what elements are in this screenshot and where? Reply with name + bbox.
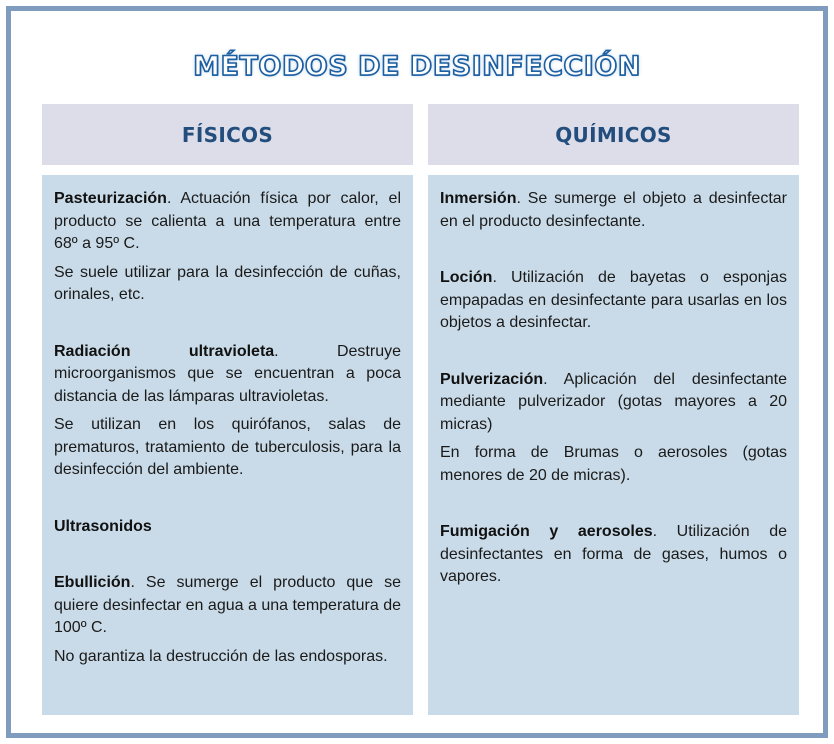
- item-note: Se utilizan en los quirófanos, salas de prematuros, tratamiento de tuberculosis, para la desinfección del ambiente.: [54, 416, 401, 478]
- item-locion: [440, 267, 787, 335]
- item-term: Ultrasonidos: [54, 517, 152, 535]
- item-description: . Se sumerge el objeto a desinfectar en el producto desinfectante.: [440, 190, 787, 230]
- item-inmersion: [440, 188, 787, 233]
- item-radiacion-ultravioleta: [54, 341, 401, 409]
- item-pulverizacion: [440, 369, 787, 437]
- page-title: MÉTODOS DE DESINFECCIÓN: [193, 51, 641, 82]
- diagram-frame: [6, 6, 828, 738]
- item-description: . Utilización de desinfectantes en forma de gases, humos o vapores.: [440, 523, 788, 585]
- item-term: Loción: [440, 269, 493, 286]
- item-fumigacion-aerosoles: [440, 521, 787, 589]
- item-description: . Aplicación del desinfectante mediante pulverizador (gotas mayores a 20 micras): [440, 370, 787, 433]
- item-pasteurizacion: [54, 188, 401, 256]
- item-note: En forma de Brumas o aerosoles (gotas menores de 20 de micras).: [440, 444, 787, 484]
- item-term: Radiación ultravioleta: [54, 342, 275, 360]
- item-description: . Utilización de bayetas o esponjas empapadas en desinfectante para usarlas en los objetos a desinfectar.: [440, 269, 787, 331]
- item-term: Pasteurización: [54, 190, 167, 207]
- item-ebullicion: [54, 572, 401, 640]
- item-term: Fumigación y aerosoles: [440, 523, 653, 540]
- item-description: . Actuación física por calor, el producto se calienta a una temperatura entre 68º a 95º C.: [54, 190, 401, 252]
- item-note: Se suele utilizar para la desinfección de cuñas, orinales, etc.: [54, 263, 401, 303]
- panel-quimicos: [428, 175, 799, 715]
- item-term: Ebullición: [54, 574, 131, 591]
- item-ultrasonidos: [54, 516, 401, 539]
- item-description: . Se sumerge el producto que se quiere desinfectar en agua a una temperatura de 100º C.: [54, 574, 401, 636]
- item-note: No garantiza la destrucción de las endosporas.: [54, 647, 388, 665]
- panel-fisicos: [42, 175, 413, 715]
- item-description: . Destruye microorganismos que se encuentran a poca distancia de las lámparas ultravioletas.: [54, 342, 401, 405]
- item-term: Inmersión: [440, 190, 517, 207]
- column-header-quimicos: QUÍMICOS: [428, 104, 799, 165]
- column-header-fisicos: FÍSICOS: [42, 104, 413, 165]
- item-term: Pulverización: [440, 370, 544, 388]
